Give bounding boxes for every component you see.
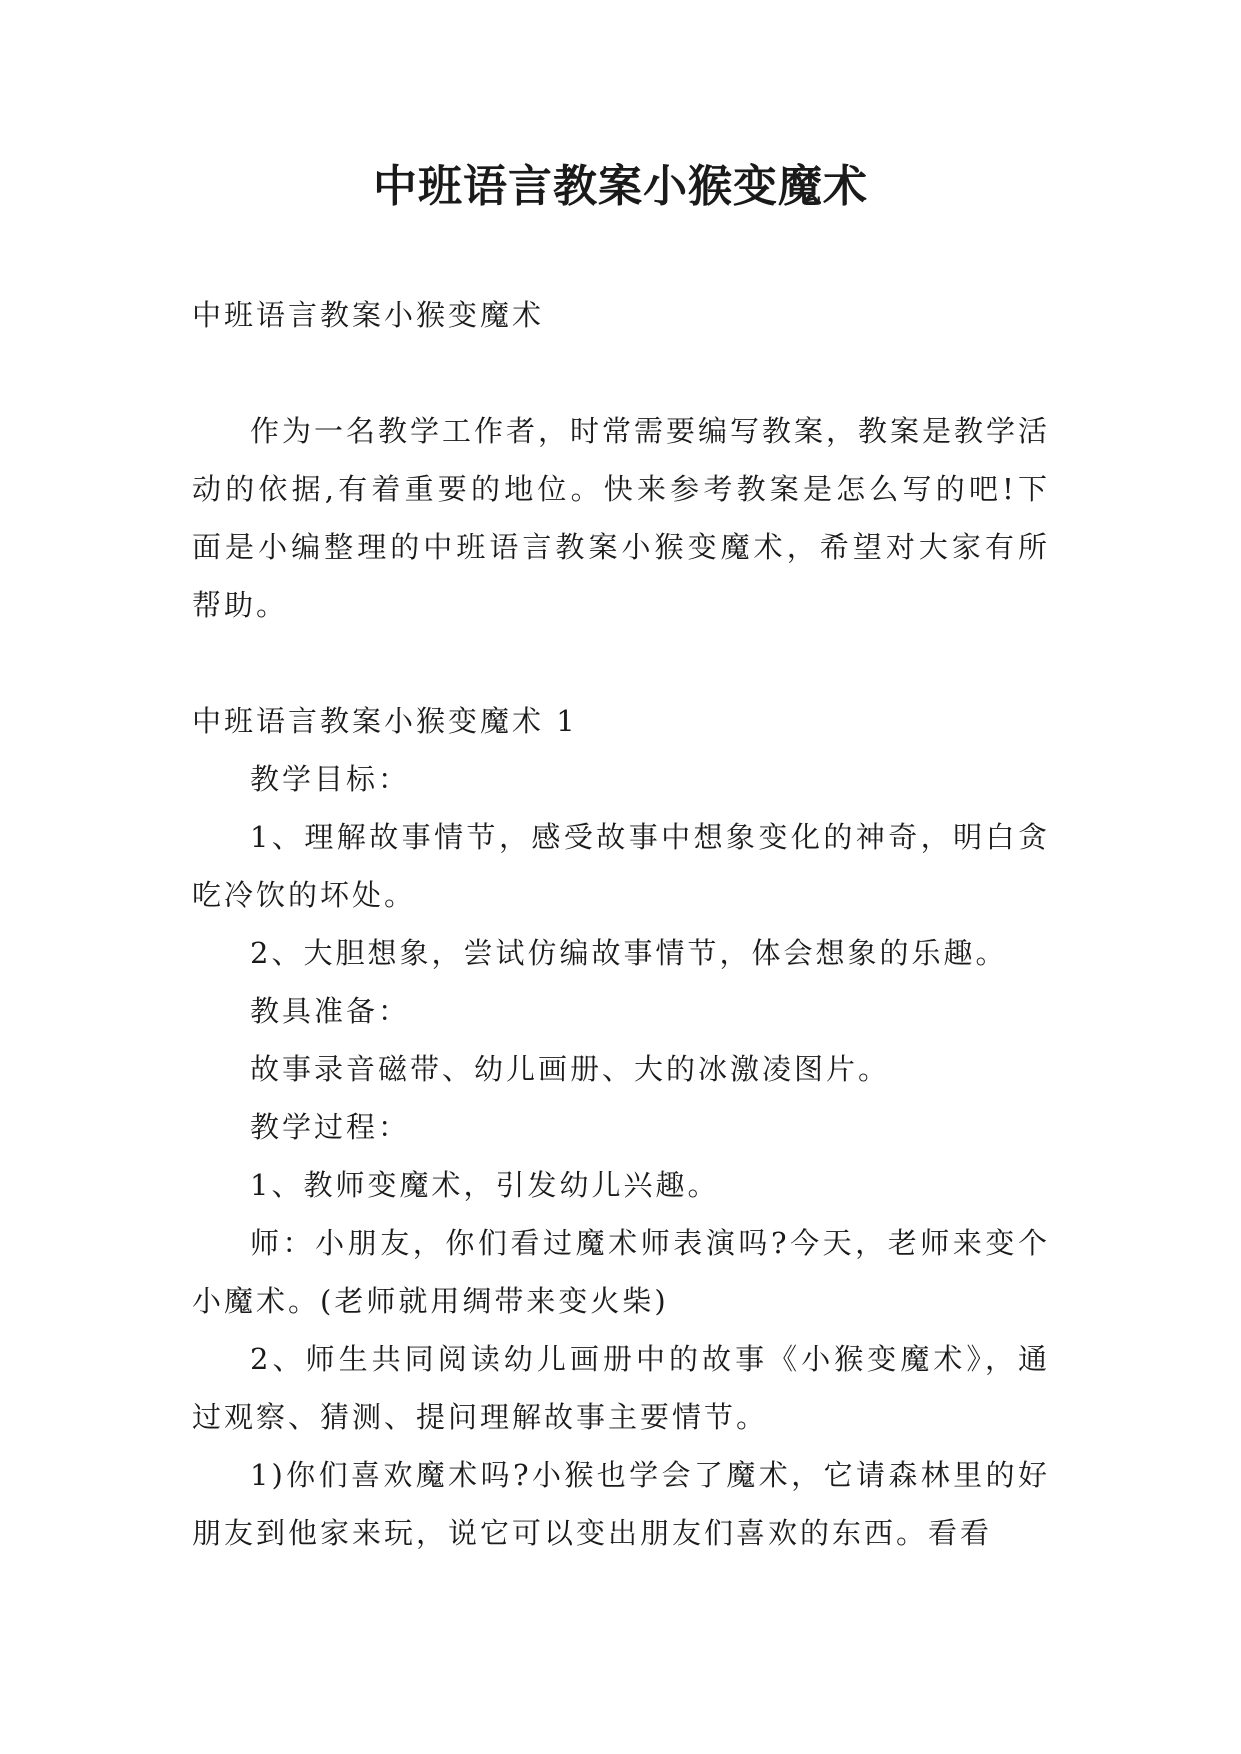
intro-paragraph: 作为一名教学工作者，时常需要编写教案，教案是教学活动的依据,有着重要的地位。快来参考教案是怎么写的吧!下面是小编整理的中班语言教案小猴变魔术，希望对大家有所帮助。	[192, 414, 1051, 622]
paragraph-step-2-1: 1)你们喜欢魔术吗?小猴也学会了魔术，它请森林里的好朋友到他家来玩，说它可以变出朋友们喜欢的东西。看看	[192, 1458, 1050, 1550]
paragraph-goal-1: 1、理解故事情节，感受故事中想象变化的神奇，明白贪吃冷饮的坏处。	[192, 820, 1050, 912]
paragraph-materials-heading: 教具准备：	[250, 994, 411, 1028]
document-body	[192, 286, 1050, 1562]
paragraph-materials: 故事录音磁带、幼儿画册、大的冰激凌图片。	[250, 1052, 891, 1086]
paragraph-goal-2: 2、大胆想象，尝试仿编故事情节，体会想象的乐趣。	[250, 936, 1008, 970]
paragraph-step-1: 1、教师变魔术，引发幼儿兴趣。	[250, 1168, 720, 1202]
section-heading: 中班语言教案小猴变魔术 1	[192, 704, 578, 738]
document-subtitle: 中班语言教案小猴变魔术	[192, 298, 545, 332]
paragraph-process-heading: 教学过程：	[250, 1110, 411, 1144]
paragraph-teaching-goals: 教学目标：	[250, 762, 411, 796]
paragraph-step-2: 2、师生共同阅读幼儿画册中的故事《小猴变魔术》，通过观察、猜测、提问理解故事主要情节。	[192, 1342, 1050, 1434]
paragraph-teacher-dialogue: 师：小朋友，你们看过魔术师表演吗?今天，老师来变个小魔术。(老师就用绸带来变火柴)	[192, 1226, 1050, 1318]
document-title: 中班语言教案小猴变魔术	[373, 161, 868, 212]
